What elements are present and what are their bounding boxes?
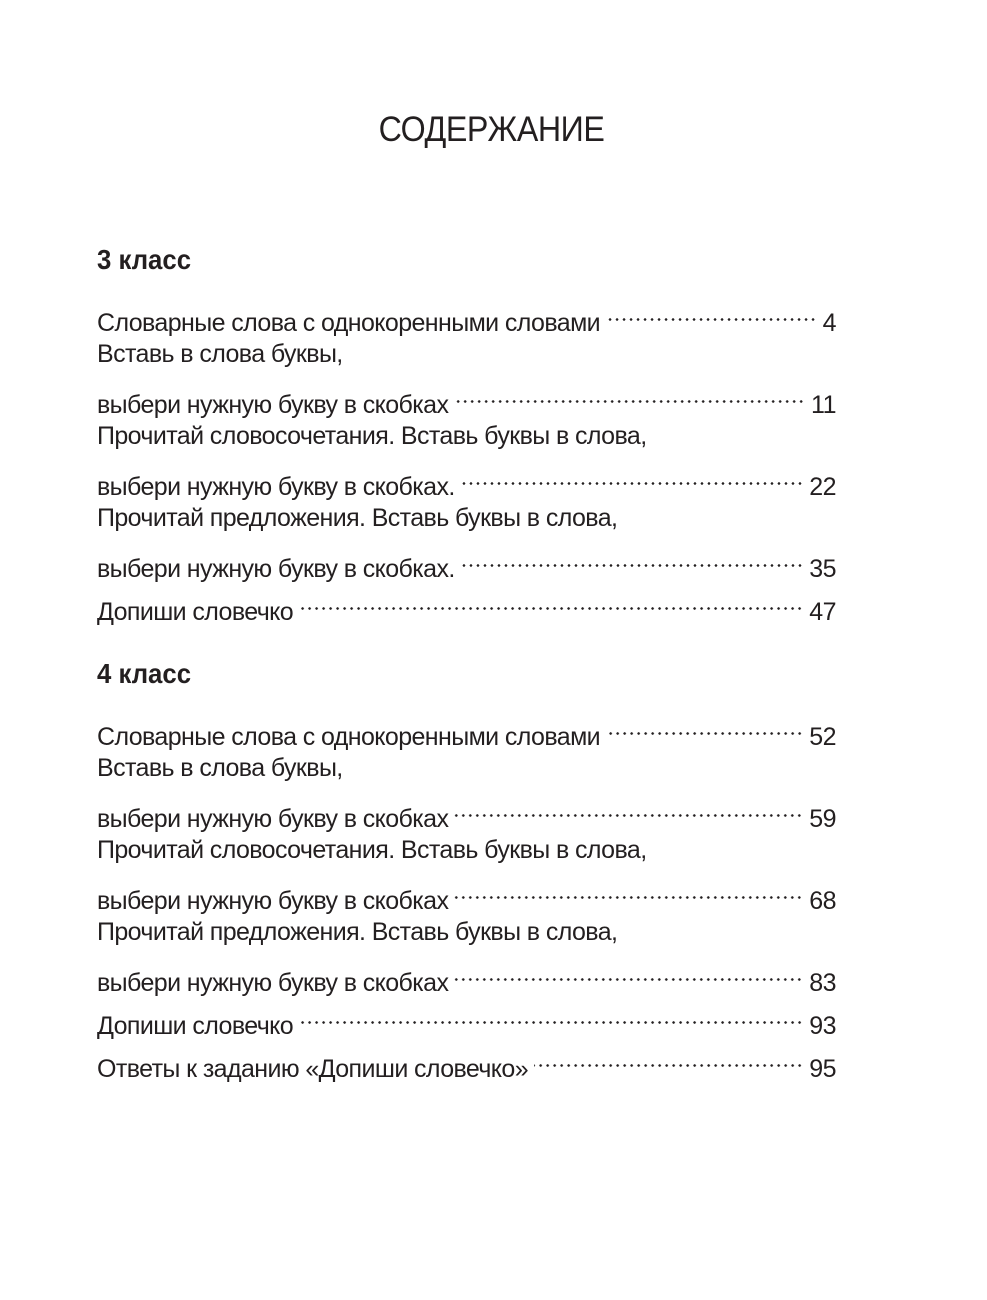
section-grade-4 [97, 654, 836, 1083]
page-number: 11 [811, 391, 836, 419]
toc-entry[interactable] [97, 706, 836, 751]
entry-title-line-2: выбери нужную букву в скобках [97, 805, 449, 833]
section-grade-3 [97, 240, 836, 626]
dot-leader [299, 995, 803, 1034]
dot-leader [606, 706, 803, 745]
toc-entry[interactable] [97, 335, 836, 419]
dot-leader [454, 870, 803, 909]
dot-leader [454, 374, 805, 413]
entry-title: Словарные слова с однокоренными словами [97, 309, 601, 337]
toc-entry[interactable] [97, 749, 836, 833]
toc-entry[interactable] [97, 831, 836, 915]
entry-title-line-2: выбери нужную букву в скобках [97, 887, 449, 915]
entry-title-line-1: Вставь в слова буквы, [97, 754, 343, 782]
page-number: 52 [809, 723, 836, 751]
entry-title-line-2: выбери нужную букву в скобках [97, 969, 449, 997]
entry-title: Словарные слова с однокоренными словами [97, 723, 601, 751]
dot-leader [454, 952, 803, 991]
section-title: 4 класс [97, 658, 192, 689]
page-number: 22 [809, 473, 836, 501]
dot-leader [461, 456, 803, 495]
page-number: 83 [809, 969, 836, 997]
page-number: 93 [809, 1012, 836, 1040]
section-title: 3 класс [97, 244, 192, 275]
page-number: 35 [809, 555, 836, 583]
entry-title-line-2: выбери нужную букву в скобках [97, 391, 449, 419]
page-number: 68 [809, 887, 836, 915]
entry-title-line-1: Прочитай словосочетания. Вставь буквы в слова, [97, 836, 647, 864]
dot-leader [606, 292, 817, 331]
entry-title: Допиши словечко [97, 598, 294, 626]
entry-title: Ответы к заданию «Допиши словечко» [97, 1055, 529, 1083]
toc-entry[interactable] [97, 913, 836, 997]
dot-leader [534, 1038, 803, 1077]
dot-leader [461, 538, 803, 577]
entry-title-line-1: Прочитай предложения. Вставь буквы в слова, [97, 918, 618, 946]
entry-title-line-2: выбери нужную букву в скобках. [97, 473, 455, 501]
entry-title-line-1: Прочитай словосочетания. Вставь буквы в слова, [97, 422, 647, 450]
toc-entry[interactable] [97, 417, 836, 501]
page-number: 4 [822, 309, 836, 337]
entry-title-line-1: Прочитай предложения. Вставь буквы в слова, [97, 504, 618, 532]
page-number: 47 [809, 598, 836, 626]
toc-entry[interactable] [97, 499, 836, 583]
dot-leader [454, 788, 803, 827]
entry-title-line-1: Вставь в слова буквы, [97, 340, 343, 368]
entry-title-line-2: выбери нужную букву в скобках. [97, 555, 455, 583]
page-title: СОДЕРЖАНИЕ [378, 110, 605, 149]
toc-entry[interactable] [97, 292, 836, 337]
page-number: 95 [809, 1055, 836, 1083]
dot-leader [299, 581, 803, 620]
page-number: 59 [809, 805, 836, 833]
table-of-contents [97, 240, 836, 1081]
entry-title: Допиши словечко [97, 1012, 294, 1040]
